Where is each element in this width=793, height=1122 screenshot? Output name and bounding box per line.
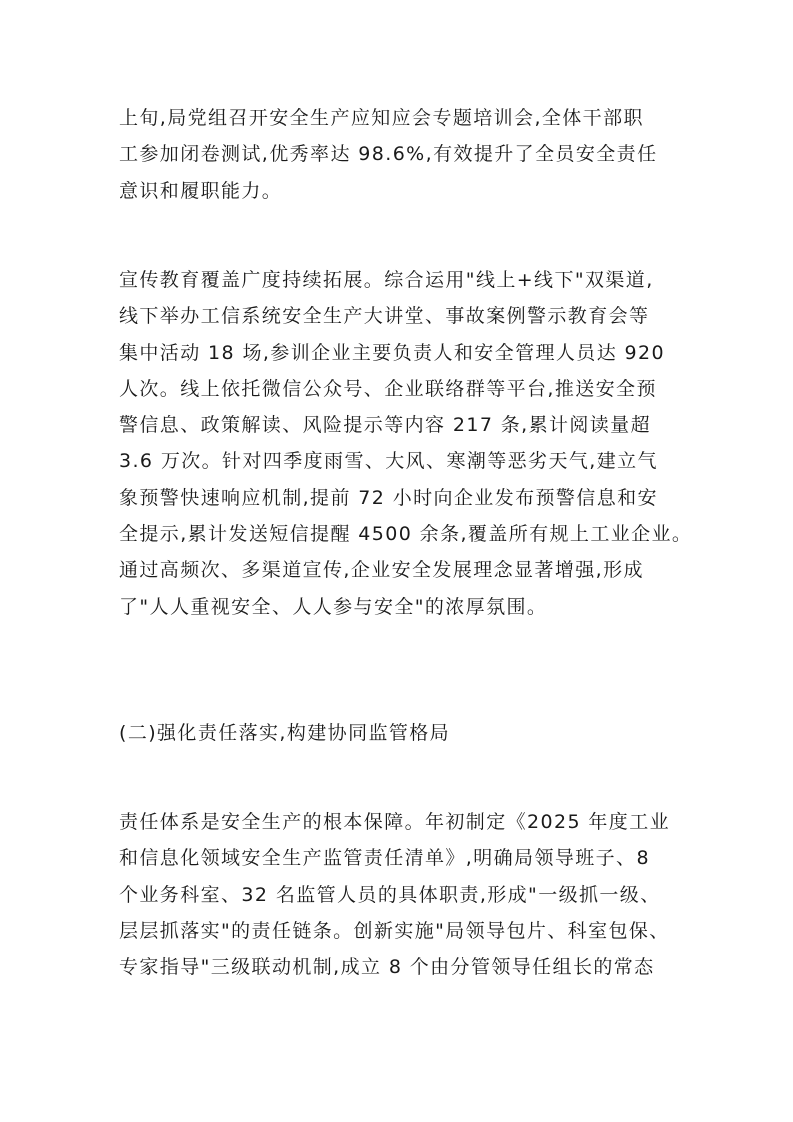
paragraph-responsibility-system (119, 804, 679, 985)
text-line: 责任体系是安全生产的根本保障。年初制定《2025 年度工业 (119, 811, 670, 833)
text-line: 象预警快速响应机制,提前 72 小时向企业发布预警信息和安 (119, 486, 658, 509)
paragraph-training-results (119, 100, 679, 209)
text-line: 上旬,局党组召开安全生产应知应会专题培训会,全体干部职 (119, 107, 644, 129)
text-line: 个业务科室、32 名监管人员的具体职责,形成"一级抓一级、 (119, 883, 661, 906)
text-line: 工参加闭卷测试,优秀率达 98.6%,有效提升了全员安全责任 (119, 143, 658, 166)
text-line: 3.6 万次。针对四季度雨雪、大风、寒潮等恶劣天气,建立气 (119, 450, 658, 473)
text-line: 警信息、政策解读、风险提示等内容 217 条,累计阅读量超 (119, 414, 651, 437)
text-line: 宣传教育覆盖广度持续拓展。综合运用"线上+线下"双渠道, (119, 269, 654, 291)
text-line: 通过高频次、多渠道宣传,企业安全发展理念显著增强,形成 (119, 559, 644, 582)
text-line: 集中活动 18 场,参训企业主要负责人和安全管理人员达 920 (119, 341, 666, 364)
text-line: 线下举办工信系统安全生产大讲堂、事故案例警示教育会等 (119, 305, 650, 328)
text-line: 人次。线上依托微信公众号、企业联络群等平台,推送安全预 (119, 377, 657, 400)
paragraph-publicity-education (119, 262, 693, 625)
text-line: 了"人人重视安全、人人参与安全"的浓厚氛围。 (119, 595, 548, 618)
text-line: 专家指导"三级联动机制,成立 8 个由分管领导任组长的常态 (119, 956, 655, 979)
text-line: 全提示,累计发送短信提醒 4500 余条,覆盖所有规上工业企业。 (119, 523, 693, 546)
text-line: 意识和履职能力。 (119, 179, 283, 202)
text-line: 和信息化领域安全生产监管责任清单》,明确局领导班子、8 (119, 847, 650, 870)
section-heading (119, 715, 679, 751)
text-line: 层层抓落实"的责任链条。创新实施"局领导包片、科室包保、 (119, 919, 670, 942)
heading-text: (二)强化责任落实,构建协同监管格局 (119, 722, 451, 744)
